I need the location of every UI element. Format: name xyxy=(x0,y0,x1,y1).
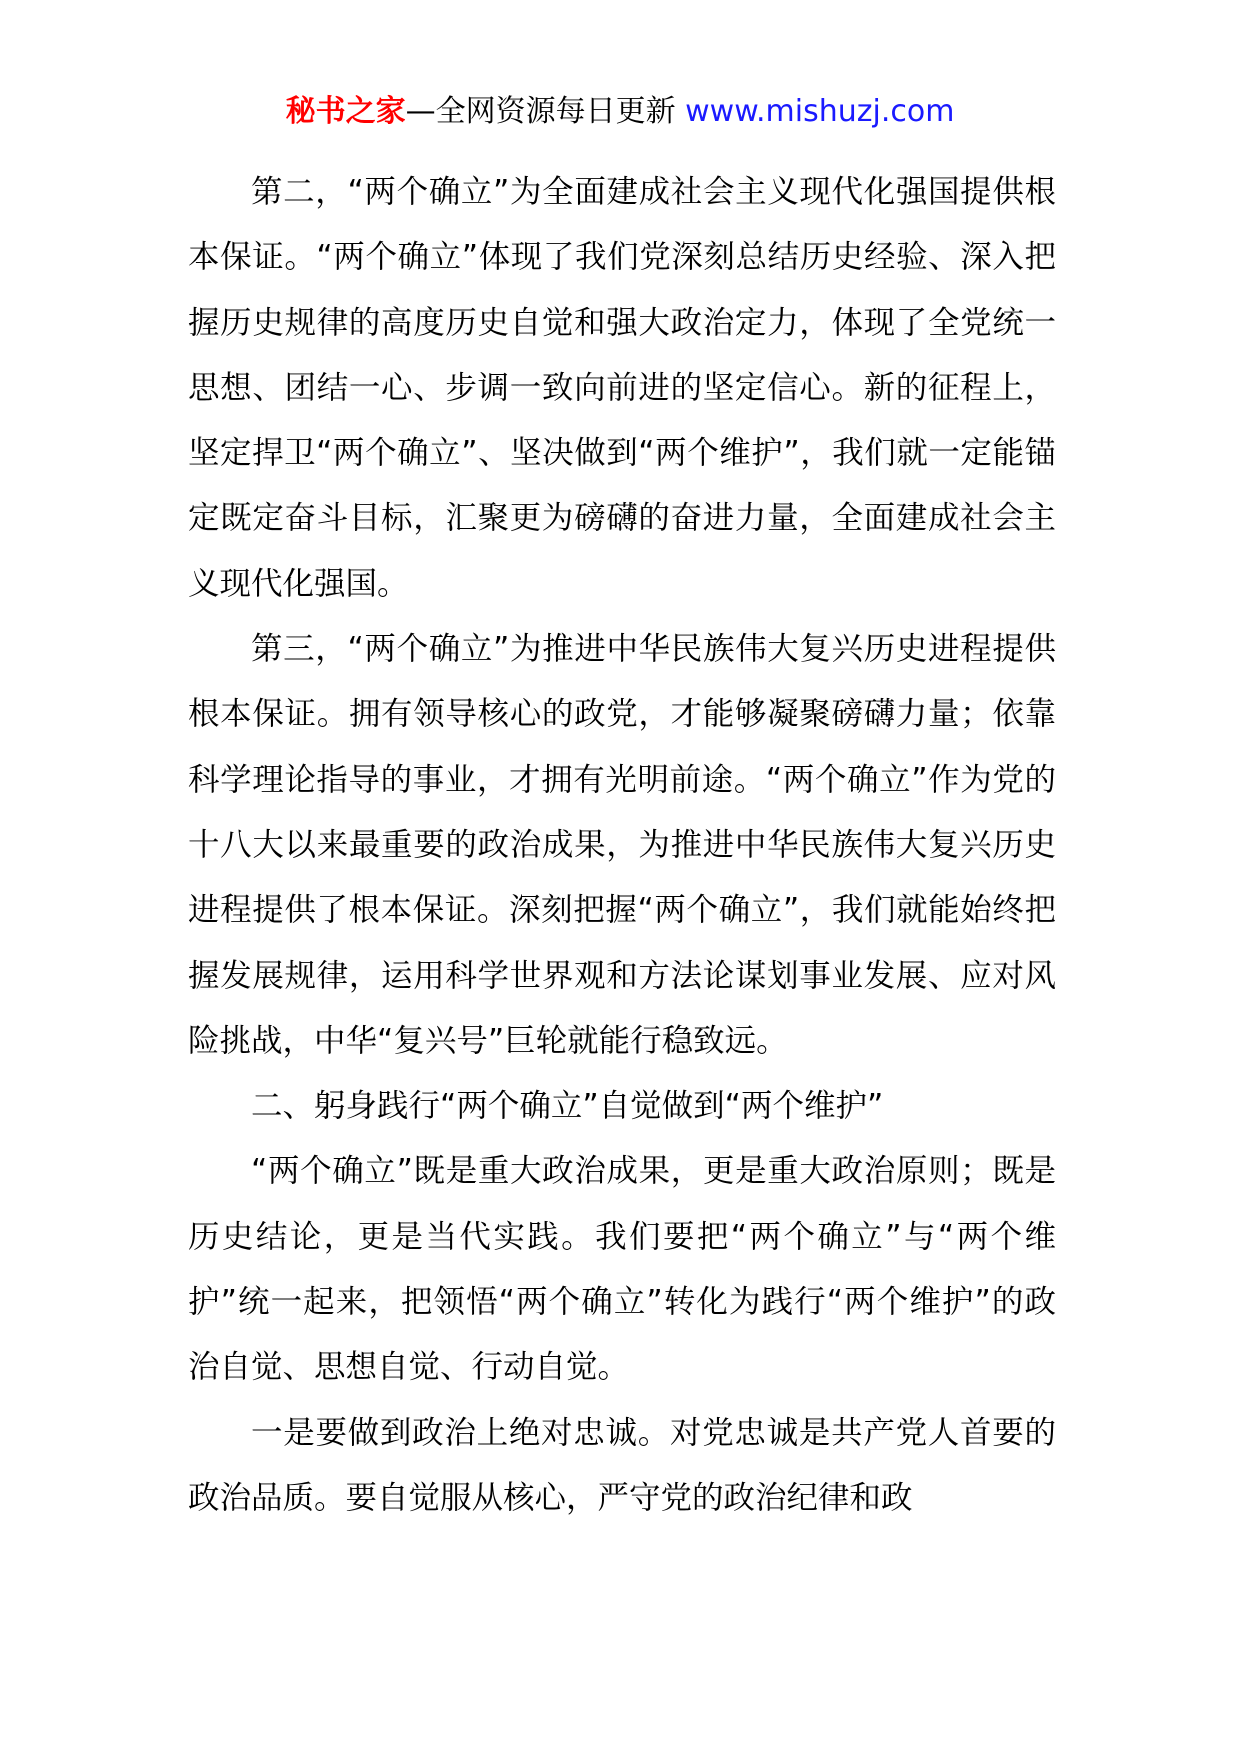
site-tagline: —全网资源每日更新 xyxy=(405,94,676,129)
section-heading-two: 二、躬身践行“两个确立”自觉做到“两个维护” xyxy=(251,1088,884,1125)
document-body xyxy=(188,160,1056,1531)
page-header xyxy=(0,92,1240,132)
site-url-link[interactable]: www.mishuzj.com xyxy=(685,94,955,129)
paragraph-loyalty: 一是要做到政治上绝对忠诚。对党忠诚是共产党人首要的政治品质。要自觉服从核心，严守党的政治纪律和政 xyxy=(188,1414,1056,1516)
paragraph-second-point: 第二，“两个确立”为全面建成社会主义现代化强国提供根本保证。“两个确立”体现了我们党深刻总结历史经验、深入把握历史规律的高度历史自觉和强大政治定力，体现了全党统一思想、团结一心、步调一致向前进的坚定信心。新的征程上，坚定捍卫“两个确立”、坚决做到“两个维护”，我们就一定能锚定既定奋斗目标，汇聚更为磅礴的奋进力量，全面建成社会主义现代化强国。 xyxy=(188,174,1056,602)
paragraph-third-point: 第三，“两个确立”为推进中华民族伟大复兴历史进程提供根本保证。拥有领导核心的政党，才能够凝聚磅礴力量；依靠科学理论指导的事业，才拥有光明前途。“两个确立”作为党的十八大以来最重要的政治成果，为推进中华民族伟大复兴历史进程提供了根本保证。深刻把握“两个确立”，我们就能始终把握发展规律，运用科学世界观和方法论谋划事业发展、应对风险挑战，中华“复兴号”巨轮就能行稳致远。 xyxy=(188,631,1056,1059)
paragraph-section-intro: “两个确立”既是重大政治成果，更是重大政治原则；既是历史结论，更是当代实践。我们要把“两个确立”与“两个维护”统一起来，把领悟“两个确立”转化为践行“两个维护”的政治自觉、思想自觉、行动自觉。 xyxy=(188,1153,1056,1386)
site-brand: 秘书之家 xyxy=(285,94,406,129)
